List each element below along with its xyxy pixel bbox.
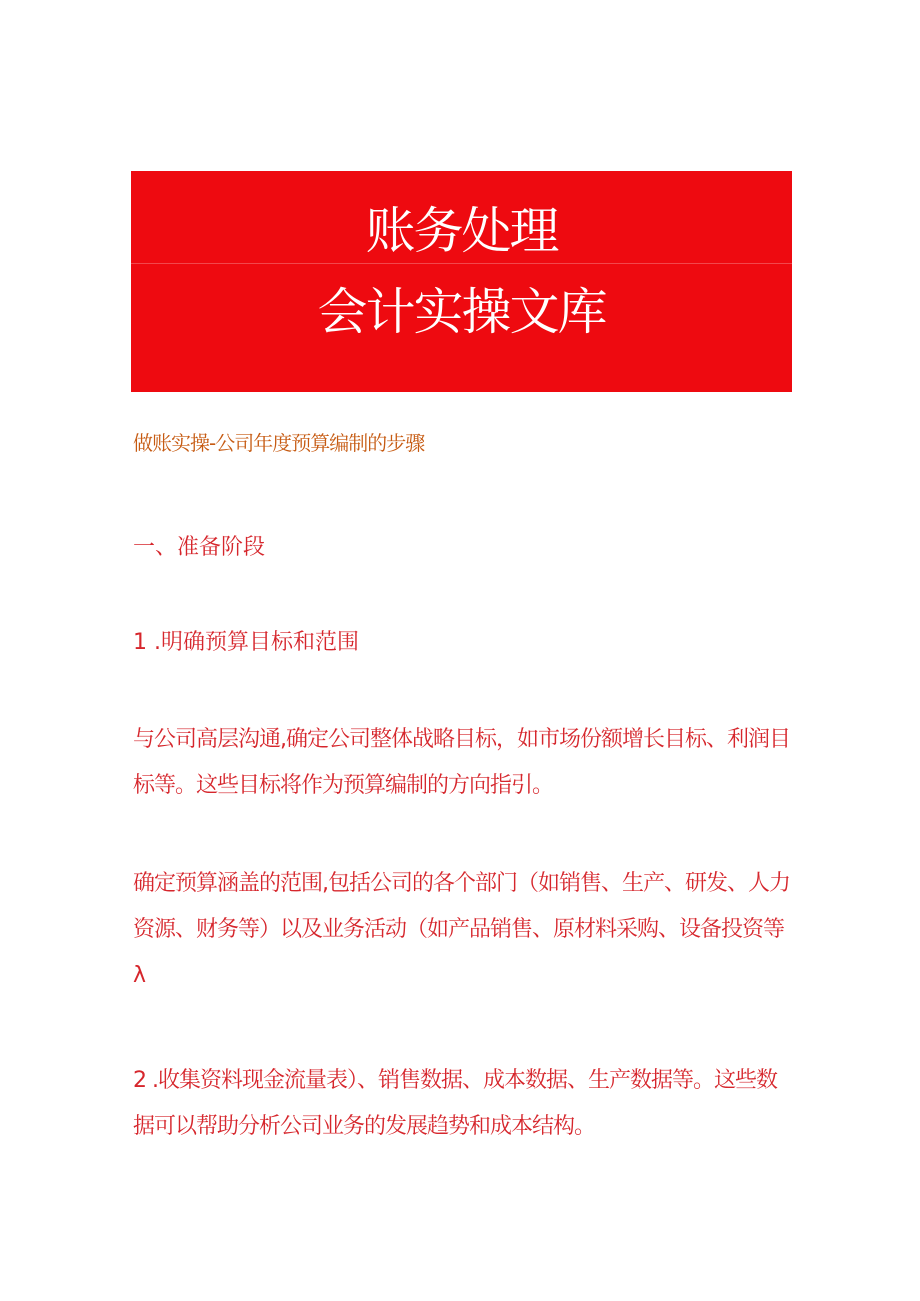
document-title: 做账实操-公司年度预算编制的步骤 [133, 431, 425, 455]
banner-divider [131, 263, 792, 264]
paragraph-1: 与公司高层沟通,确定公司整体战略目标，如市场份额增长目标、利润目标等。这些目标将作为预算编制的方向指引。 [133, 727, 790, 798]
banner-title-line-1: 账务处理 [365, 202, 558, 260]
paragraph-3: 2 .收集资料现金流量表）、销售数据、成本数据、生产数据等。这些数据可以帮助分析公司业务的发展趋势和成本结构。 [133, 1068, 777, 1139]
subheading-1: 1 .明确预算目标和范围 [133, 630, 359, 655]
banner-title-line-2: 会计实操文库 [317, 283, 606, 341]
paragraph-2: 确定预算涵盖的范围,包括公司的各个部门（如销售、生产、研发、人力资源、财务等）以及业务活动（如产品销售、原材料采购、设备投资等λ [133, 871, 790, 988]
header-banner [131, 171, 792, 392]
section-heading: 一、准备阶段 [133, 535, 266, 560]
